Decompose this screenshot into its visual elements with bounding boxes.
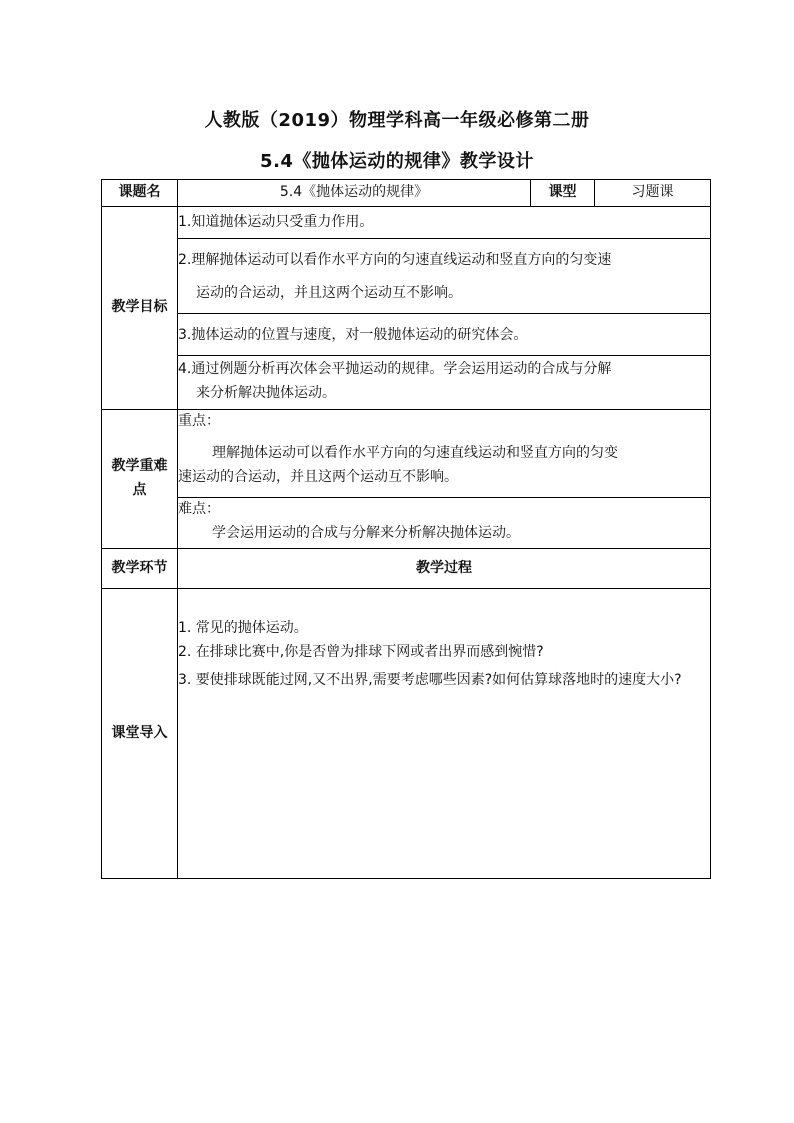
topic-row xyxy=(102,180,711,207)
difficult-point-heading: 难点： xyxy=(178,501,220,517)
goal-item-2 xyxy=(178,239,711,314)
key-points-label xyxy=(102,410,178,549)
goal-row xyxy=(102,239,711,314)
intro-item-2: 2. 在排球比赛中,你是否曾为排球下网或者出界而感到惋惜? xyxy=(178,643,544,660)
key-point-cell xyxy=(178,410,711,498)
intro-content xyxy=(178,589,711,879)
intro-label: 课堂导入 xyxy=(102,589,178,879)
goal-item-2-line2: 运动的合运动，并且这两个运动互不影响。 xyxy=(196,284,462,301)
process-content-label: 教学过程 xyxy=(178,549,711,589)
document-title: 人教版（2019）物理学科高一年级必修第二册 xyxy=(204,110,590,131)
lesson-type-value: 习题课 xyxy=(595,180,711,207)
lesson-plan-table xyxy=(101,179,711,879)
goal-row xyxy=(102,314,711,356)
key-point-line1: 理解抛体运动可以看作水平方向的匀速直线运动和竖直方向的匀变 xyxy=(212,444,618,461)
difficult-point-text: 学会运用运动的合成与分解来分析解决抛体运动。 xyxy=(212,524,520,541)
goal-item-4 xyxy=(178,356,711,410)
lesson-type-label: 课型 xyxy=(531,180,595,207)
goal-item-4-line1: 4.通过例题分析再次体会平抛运动的规律。学会运用运动的合成与分解 xyxy=(178,361,612,377)
intro-item-3: 3. 要使排球既能过网,又不出界,需要考虑哪些因素?如何估算球落地时的速度大小? xyxy=(178,671,682,688)
goals-label: 教学目标 xyxy=(102,207,178,410)
key-points-label-line2: 点 xyxy=(132,482,147,498)
goal-item-3 xyxy=(178,314,711,356)
intro-item-1: 1. 常见的抛体运动。 xyxy=(178,620,308,636)
key-points-label-line1: 教学重难 xyxy=(111,458,168,475)
goal-item-3-line1: 3.抛体运动的位置与速度，对一般抛体运动的研究体会。 xyxy=(178,327,528,343)
goal-item-2-line1: 2.理解抛体运动可以看作水平方向的匀速直线运动和竖直方向的匀变速 xyxy=(178,252,612,268)
process-stage-label: 教学环节 xyxy=(102,549,178,589)
goal-row xyxy=(102,207,711,239)
key-point-line2: 速运动的合运动，并且这两个运动互不影响。 xyxy=(178,468,458,485)
process-header-row xyxy=(102,549,711,589)
intro-row xyxy=(102,589,711,879)
difficult-point-cell xyxy=(178,498,711,549)
difficult-points-row xyxy=(102,498,711,549)
goal-item-4-line2: 来分析解决抛体运动。 xyxy=(196,384,336,401)
key-point-heading: 重点： xyxy=(178,413,220,429)
goal-item-1-line1: 1.知道抛体运动只受重力作用。 xyxy=(178,214,374,230)
document-subtitle: 5.4《抛体运动的规律》教学设计 xyxy=(260,151,534,172)
topic-value: 5.4《抛体运动的规律》 xyxy=(178,180,531,207)
key-points-row xyxy=(102,410,711,498)
goal-item-1 xyxy=(178,207,711,239)
topic-label: 课题名 xyxy=(102,180,178,207)
goal-row xyxy=(102,356,711,410)
